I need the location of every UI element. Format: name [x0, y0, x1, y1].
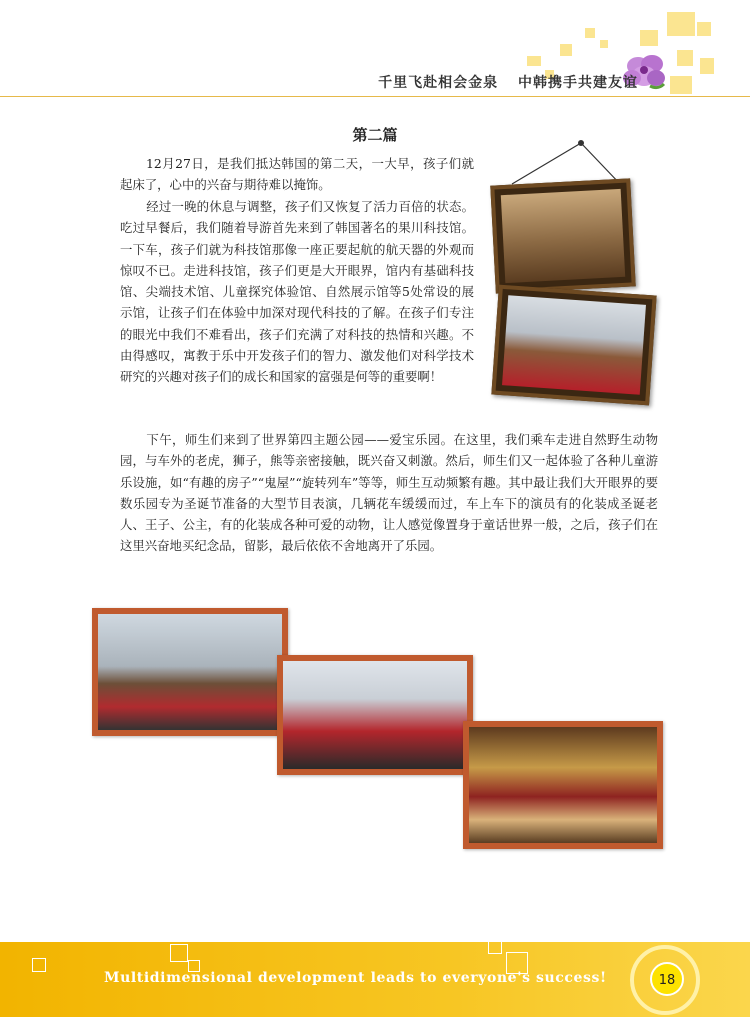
footer-square-decoration [32, 958, 46, 972]
page-number: 18 [650, 962, 684, 996]
header-title-part2: 中韩携手共建友谊 [518, 75, 638, 91]
nail-icon [578, 140, 584, 146]
paragraph-1-text: 12月27日，是我们抵达韩国的第二天，一大早，孩子们就起床了，心中的兴奋与期待难以掩饰。 [120, 156, 474, 193]
article-paragraph-3 [120, 429, 658, 557]
group-photo-park [98, 614, 282, 730]
article-paragraph-1 [120, 153, 474, 196]
article-paragraph-2 [120, 196, 474, 388]
group-photo-frame-3 [463, 721, 663, 849]
dining-photo [469, 727, 657, 843]
header-title-part1: 千里飞赴相会金泉 [378, 75, 499, 91]
group-photo-frame-1 [92, 608, 288, 736]
students-photo [502, 295, 646, 394]
students-photo-frame [491, 285, 656, 406]
group-photo-frame-2 [277, 655, 473, 775]
section-heading: 第二篇 [352, 126, 398, 144]
paragraph-3-text: 下午，师生们来到了世界第四主题公园——爱宝乐园。在这里，我们乘车走进自然野生动物园，与车外的老虎，狮子，熊等亲密接触，既兴奋又刺激。然后，师生们又一起体验了各种儿童游乐设施，如“有趣的房子”“鬼屋”“旋转列车”等等，师生互动频繁有趣。其中最让我们大开眼界的要数乐园专为圣诞节准备的大型节目表演，几辆花车缓缓而过，车上车下的演员有的化装成圣诞老人、王子、公主，有的化装成各种可爱的动物，让人感觉像置身于童话世界一般，之后，孩子们在这里兴奋地买纪念品，留影，最后依依不舍地离开了乐园。 [120, 432, 658, 554]
header-divider [0, 96, 750, 97]
museum-photo [501, 189, 625, 283]
museum-photo-frame [490, 178, 635, 293]
paragraph-2-text: 经过一晚的休息与调整，孩子们又恢复了活力百倍的状态。吃过早餐后，我们随着导游首先来到了韩国著名的果川科技馆。一下车，孩子们就为科技馆那像一座正要起航的航天器的外观而惊叹不已。走进科技馆，孩子们更是大开眼界，馆内有基础科技馆、尖端技术馆、儿童探究体验馆、自然展示馆等5处常设的展示馆，让孩子们在体验中加深对现代科技的了解。在孩子们专注的眼光中我们不难看出，孩子们充满了对科技的热情和兴趣。不由得感叹，寓教于乐中开发孩子们的智力、激发他们对科学技术研究的兴趣对孩子们的成长和国家的富强是何等的重要啊！ [120, 199, 474, 385]
header-title [378, 72, 638, 92]
footer-square-decoration [170, 944, 188, 962]
footer-square-decoration [488, 940, 502, 954]
group-photo-outdoor [283, 661, 467, 769]
footer-slogan: Multidimensional development leads to everyone's success! [104, 970, 607, 986]
